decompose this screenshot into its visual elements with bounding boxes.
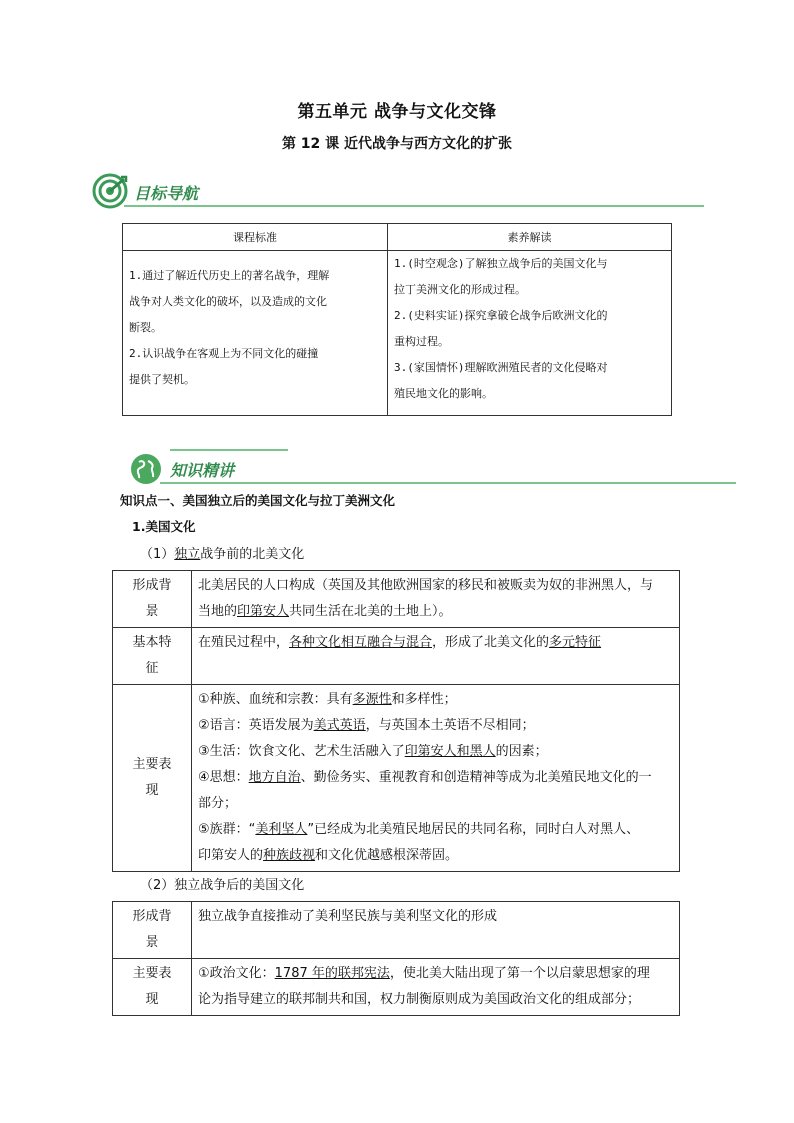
- knowledge-rule-top: [170, 449, 288, 451]
- row-header-text: 基本特: [132, 635, 172, 650]
- underlined-term: 印第安人: [237, 604, 290, 619]
- underlined-term: 1787 年的联邦宪法: [274, 966, 390, 981]
- row-header-text: 征: [145, 661, 159, 676]
- std-col1-line: 提供了契机。: [129, 373, 195, 386]
- row-header-background: [113, 902, 192, 959]
- cell-text: 和多样性；: [391, 692, 457, 707]
- post-war-culture-table: [112, 901, 680, 1016]
- knowledge-point-title: 知识点一、美国独立后的美国文化与拉丁美洲文化: [120, 493, 396, 508]
- background-cell: [192, 571, 680, 628]
- std-col1-line: 断裂。: [129, 321, 162, 334]
- list-item: [198, 739, 673, 765]
- standards-col1-cell: [123, 251, 388, 416]
- heading-text: 战争前的北美文化: [200, 547, 305, 562]
- cell-text: ，使北美大陆出现了第一个以启蒙思想家的理: [389, 966, 650, 981]
- underlined-term: 印第安人和黑人: [404, 744, 496, 759]
- row-header-background: [113, 571, 192, 628]
- list-item: [198, 713, 673, 739]
- unit-title: 第五单元 战争与文化交锋: [297, 102, 497, 122]
- list-item: [198, 687, 673, 713]
- table-row: [113, 902, 680, 959]
- knowledge-rule: [160, 482, 736, 484]
- row-header-text: 主要表: [132, 966, 172, 981]
- std-col2-line: 拉丁美洲文化的形成过程。: [394, 283, 526, 296]
- row-header-text: 形成背: [132, 578, 172, 593]
- row-header-manifestations: [113, 685, 192, 872]
- list-item-continuation: 部分；: [198, 796, 238, 811]
- cell-text: 印第安人的: [198, 848, 264, 863]
- table-row: [113, 959, 680, 1016]
- cell-text: 当地的: [198, 604, 238, 619]
- cell-text: 在殖民过程中，: [198, 635, 290, 650]
- pre-war-culture-table: [112, 570, 680, 872]
- goals-rule: [124, 205, 704, 207]
- underlined-term: 种族歧视: [263, 848, 316, 863]
- cell-text: ③生活：饮食文化、艺术生活融入了: [198, 744, 405, 759]
- cell-text: 的因素；: [495, 744, 548, 759]
- std-col2-line: 1.(时空观念)了解独立战争后的美国文化与: [394, 257, 608, 270]
- manifestations-cell: [192, 685, 680, 872]
- pre-war-heading: [140, 543, 304, 562]
- underlined-term: 多元特征: [549, 635, 602, 650]
- cell-text: ②语言：英语发展为: [198, 718, 314, 733]
- globe-icon: [130, 453, 162, 485]
- heading-number: （1）: [140, 547, 175, 562]
- std-col2-line: 3.(家国情怀)理解欧洲殖民者的文化侵略对: [394, 361, 608, 374]
- std-col1-line: 1.通过了解近代历史上的著名战争，理解: [129, 269, 330, 282]
- american-culture-title: 1.美国文化: [132, 519, 196, 534]
- heading-underlined: 独立: [174, 547, 201, 562]
- background-cell: 独立战争直接推动了美利坚民族与美利坚文化的形成: [192, 902, 680, 959]
- knowledge-banner: [130, 447, 740, 487]
- row-header-text: 景: [145, 935, 159, 950]
- std-col2-line: 殖民地文化的影响。: [394, 387, 493, 400]
- standards-col2-header: 素养解读: [388, 224, 672, 251]
- cell-text: ①政治文化：: [198, 966, 275, 981]
- list-item-continuation: [198, 843, 673, 869]
- cell-text: ⑤族群：“: [198, 822, 256, 837]
- cell-text: ”已经成为北美殖民地居民的共同名称，同时白人对黑人、: [307, 822, 640, 837]
- goals-banner: [92, 172, 704, 212]
- manifestations-cell: [192, 959, 680, 1016]
- cell-text-line: [198, 599, 673, 625]
- goals-label: 目标导航: [134, 184, 199, 203]
- row-header-text: 形成背: [132, 909, 172, 924]
- row-header-text: 现: [145, 783, 159, 798]
- list-item: [198, 765, 673, 791]
- std-col2-line: 重构过程。: [394, 335, 449, 348]
- list-item: [198, 961, 673, 987]
- cell-text: 和文化优越感根深蒂固。: [315, 848, 459, 863]
- standards-col1-header: 课程标准: [123, 224, 388, 251]
- knowledge-label: 知识精讲: [170, 461, 235, 480]
- table-row: [113, 685, 680, 872]
- std-col1-line: 战争对人类文化的破坏，以及造成的文化: [129, 295, 327, 308]
- target-icon: [92, 173, 128, 209]
- row-header-text: 景: [145, 604, 159, 619]
- list-item: [198, 817, 673, 843]
- underlined-term: 美式英语: [313, 718, 366, 733]
- standards-col2-cell: [388, 251, 672, 416]
- row-header-text: 现: [145, 992, 159, 1007]
- std-col1-line: 2.认识战争在客观上为不同文化的碰撞: [129, 347, 319, 360]
- cell-text: ，形成了北美文化的: [432, 635, 550, 650]
- row-header-manifestations: [113, 959, 192, 1016]
- cell-text: 共同生活在北美的土地上）。: [289, 604, 452, 619]
- underlined-term: 各种文化相互融合与混合: [289, 635, 433, 650]
- row-header-characteristics: [113, 628, 192, 685]
- cell-text: ④思想：: [198, 770, 249, 785]
- row-header-text: 主要表: [132, 757, 172, 772]
- lesson-title: 第 12 课 近代战争与西方文化的扩张: [281, 136, 513, 152]
- post-war-heading: （2）独立战争后的美国文化: [140, 878, 305, 893]
- underlined-term: 地方自治: [248, 770, 301, 785]
- cell-text: 、勤俭务实、重视教育和创造精神等成为北美殖民地文化的一: [300, 770, 652, 785]
- underlined-term: 多源性: [352, 692, 392, 707]
- std-col2-line: 2.(史料实证)探究拿破仑战争后欧洲文化的: [394, 309, 608, 322]
- table-row: [113, 628, 680, 685]
- cell-text: 北美居民的人口构成（英国及其他欧洲国家的移民和被贩卖为奴的非洲黑人，与: [198, 578, 654, 593]
- table-row: [113, 571, 680, 628]
- underlined-term: 美利坚人: [255, 822, 308, 837]
- cell-text: ，与英国本土英语不尽相同；: [365, 718, 535, 733]
- cell-text: ①种族、血统和宗教：具有: [198, 692, 353, 707]
- standards-table: [122, 223, 672, 416]
- characteristics-cell: [192, 628, 680, 685]
- list-item-continuation: 论为指导建立的联邦制共和国，权力制衡原则成为美国政治文化的组成部分；: [198, 992, 641, 1007]
